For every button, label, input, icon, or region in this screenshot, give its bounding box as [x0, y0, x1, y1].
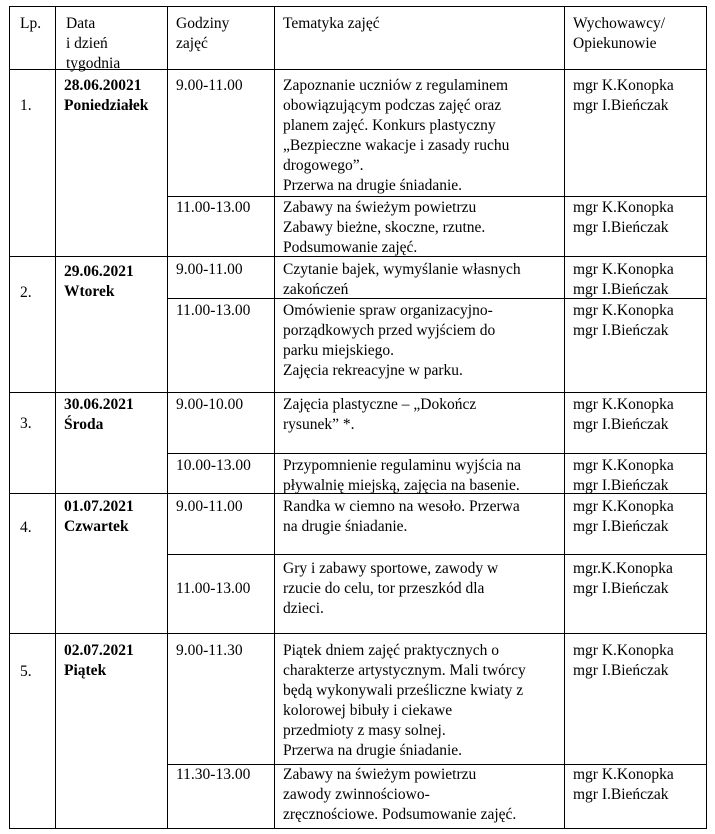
- session-time: 11.00-13.00: [176, 580, 251, 597]
- session-divider-day1: [167, 196, 707, 197]
- session-topic: Zabawy na świeżym powietrzu zawody zwinnościowo- zręcznościowe. Podsumowanie zajęć.: [283, 766, 517, 823]
- session-topic: Czytanie bajek, wymyślanie własnych zakończeń: [283, 261, 521, 298]
- day-lp: 4.: [20, 519, 32, 536]
- session-time: 9.00-11.00: [176, 498, 243, 515]
- session-time: 10.00-13.00: [176, 457, 251, 474]
- session-teachers: mgr K.Konopka mgr I.Bieńczak: [573, 766, 674, 803]
- session-topic: Zapoznanie uczniów z regulaminem obowiązującym podczas zajęć oraz planem zajęć. Konkurs plastyczny „Bezpieczne wakacje i zasady ruchu drogowego”. Przerwa na drugie śniadanie.: [283, 77, 510, 194]
- session-teachers: mgr K.Konopka mgr I.Bieńczak: [573, 77, 674, 114]
- session-divider-day4: [167, 554, 707, 555]
- session-time: 11.30-13.00: [176, 766, 251, 783]
- session-teachers: mgr K.Konopka mgr I.Bieńczak: [573, 396, 674, 433]
- session-time: 11.00-13.00: [176, 302, 251, 319]
- table-border-bottom: [9, 828, 707, 829]
- session-teachers: mgr K.Konopka mgr I.Bieńczak: [573, 302, 674, 339]
- row-divider-day2: [9, 392, 707, 393]
- header-topic: Tematyka zajęć: [283, 15, 380, 32]
- day-date: 29.06.2021: [64, 263, 134, 280]
- session-teachers: mgr K.Konopka mgr I.Bieńczak: [573, 457, 674, 494]
- header-lp: Lp.: [20, 15, 42, 32]
- session-time: 9.00-11.00: [176, 77, 243, 94]
- session-topic: Zabawy na świeżym powietrzu Zabawy bieżne, skoczne, rzutne. Podsumowanie zajęć.: [283, 199, 486, 256]
- session-teachers: mgr K.Konopka mgr I.Bieńczak: [573, 199, 674, 236]
- table-border-left: [9, 6, 10, 829]
- session-time: 9.00-10.00: [176, 396, 244, 413]
- day-date: 28.06.20021: [64, 77, 142, 94]
- table-border-top: [9, 6, 707, 7]
- day-weekday: Czwartek: [64, 518, 129, 535]
- session-topic: Piątek dniem zajęć praktycznych o charakterze artystycznym. Mali twórcy będą wykonywali prześliczne kwiaty z kolorowej bibuły i ciekawe przedmioty z masy solnej. Przerwa na drugie śniadanie.: [283, 642, 526, 759]
- session-topic: Przypomnienie regulaminu wyjścia na pływalnię miejską, zajęcia na basenie.: [283, 457, 522, 494]
- day-weekday: Środa: [64, 416, 104, 433]
- session-divider-day3: [167, 453, 707, 454]
- day-lp: 1.: [20, 97, 32, 114]
- day-date: 02.07.2021: [64, 642, 134, 659]
- day-weekday: Poniedziałek: [64, 97, 149, 114]
- row-divider-day4: [9, 633, 707, 634]
- session-teachers: mgr K.Konopka mgr I.Bieńczak: [573, 261, 674, 298]
- header-date: Data i dzień tygodnia: [66, 15, 121, 72]
- day-date: 30.06.2021: [64, 396, 134, 413]
- table-divider-date: [167, 6, 168, 829]
- day-date: 01.07.2021: [64, 498, 134, 515]
- session-topic: Gry i zabawy sportowe, zawody w rzucie do celu, tor przeszkód dla dzieci.: [283, 560, 499, 617]
- session-teachers: mgr K.Konopka mgr I.Bieńczak: [573, 642, 674, 679]
- table-divider-hours: [274, 6, 275, 829]
- header-hours: Godziny zajęć: [176, 15, 230, 52]
- table-divider-lp: [55, 6, 56, 829]
- day-lp: 3.: [20, 415, 32, 432]
- session-teachers: mgr K.Konopka mgr I.Bieńczak: [573, 498, 674, 535]
- day-lp: 5.: [20, 663, 32, 680]
- session-topic: Omówienie spraw organizacyjno- porządkowych przed wyjściem do parku miejskiego. Zajęcia rekreacyjne w parku.: [283, 302, 496, 379]
- session-teachers: mgr.K.Konopka mgr I.Bieńczak: [573, 560, 673, 597]
- table-border-right: [706, 6, 707, 829]
- day-weekday: Wtorek: [64, 283, 115, 300]
- session-time: 9.00-11.30: [176, 642, 243, 659]
- session-time: 11.00-13.00: [176, 199, 251, 216]
- day-weekday: Piątek: [64, 662, 107, 679]
- table-divider-topic: [564, 6, 565, 829]
- header-teachers: Wychowawcy/ Opiekunowie: [573, 15, 666, 52]
- session-time: 9.00-11.00: [176, 261, 243, 278]
- session-topic: Randka w ciemno na wesoło. Przerwa na drugie śniadanie.: [283, 498, 520, 535]
- session-topic: Zajęcia plastyczne – „Dokończ rysunek” *.: [283, 396, 477, 433]
- day-lp: 2.: [20, 284, 32, 301]
